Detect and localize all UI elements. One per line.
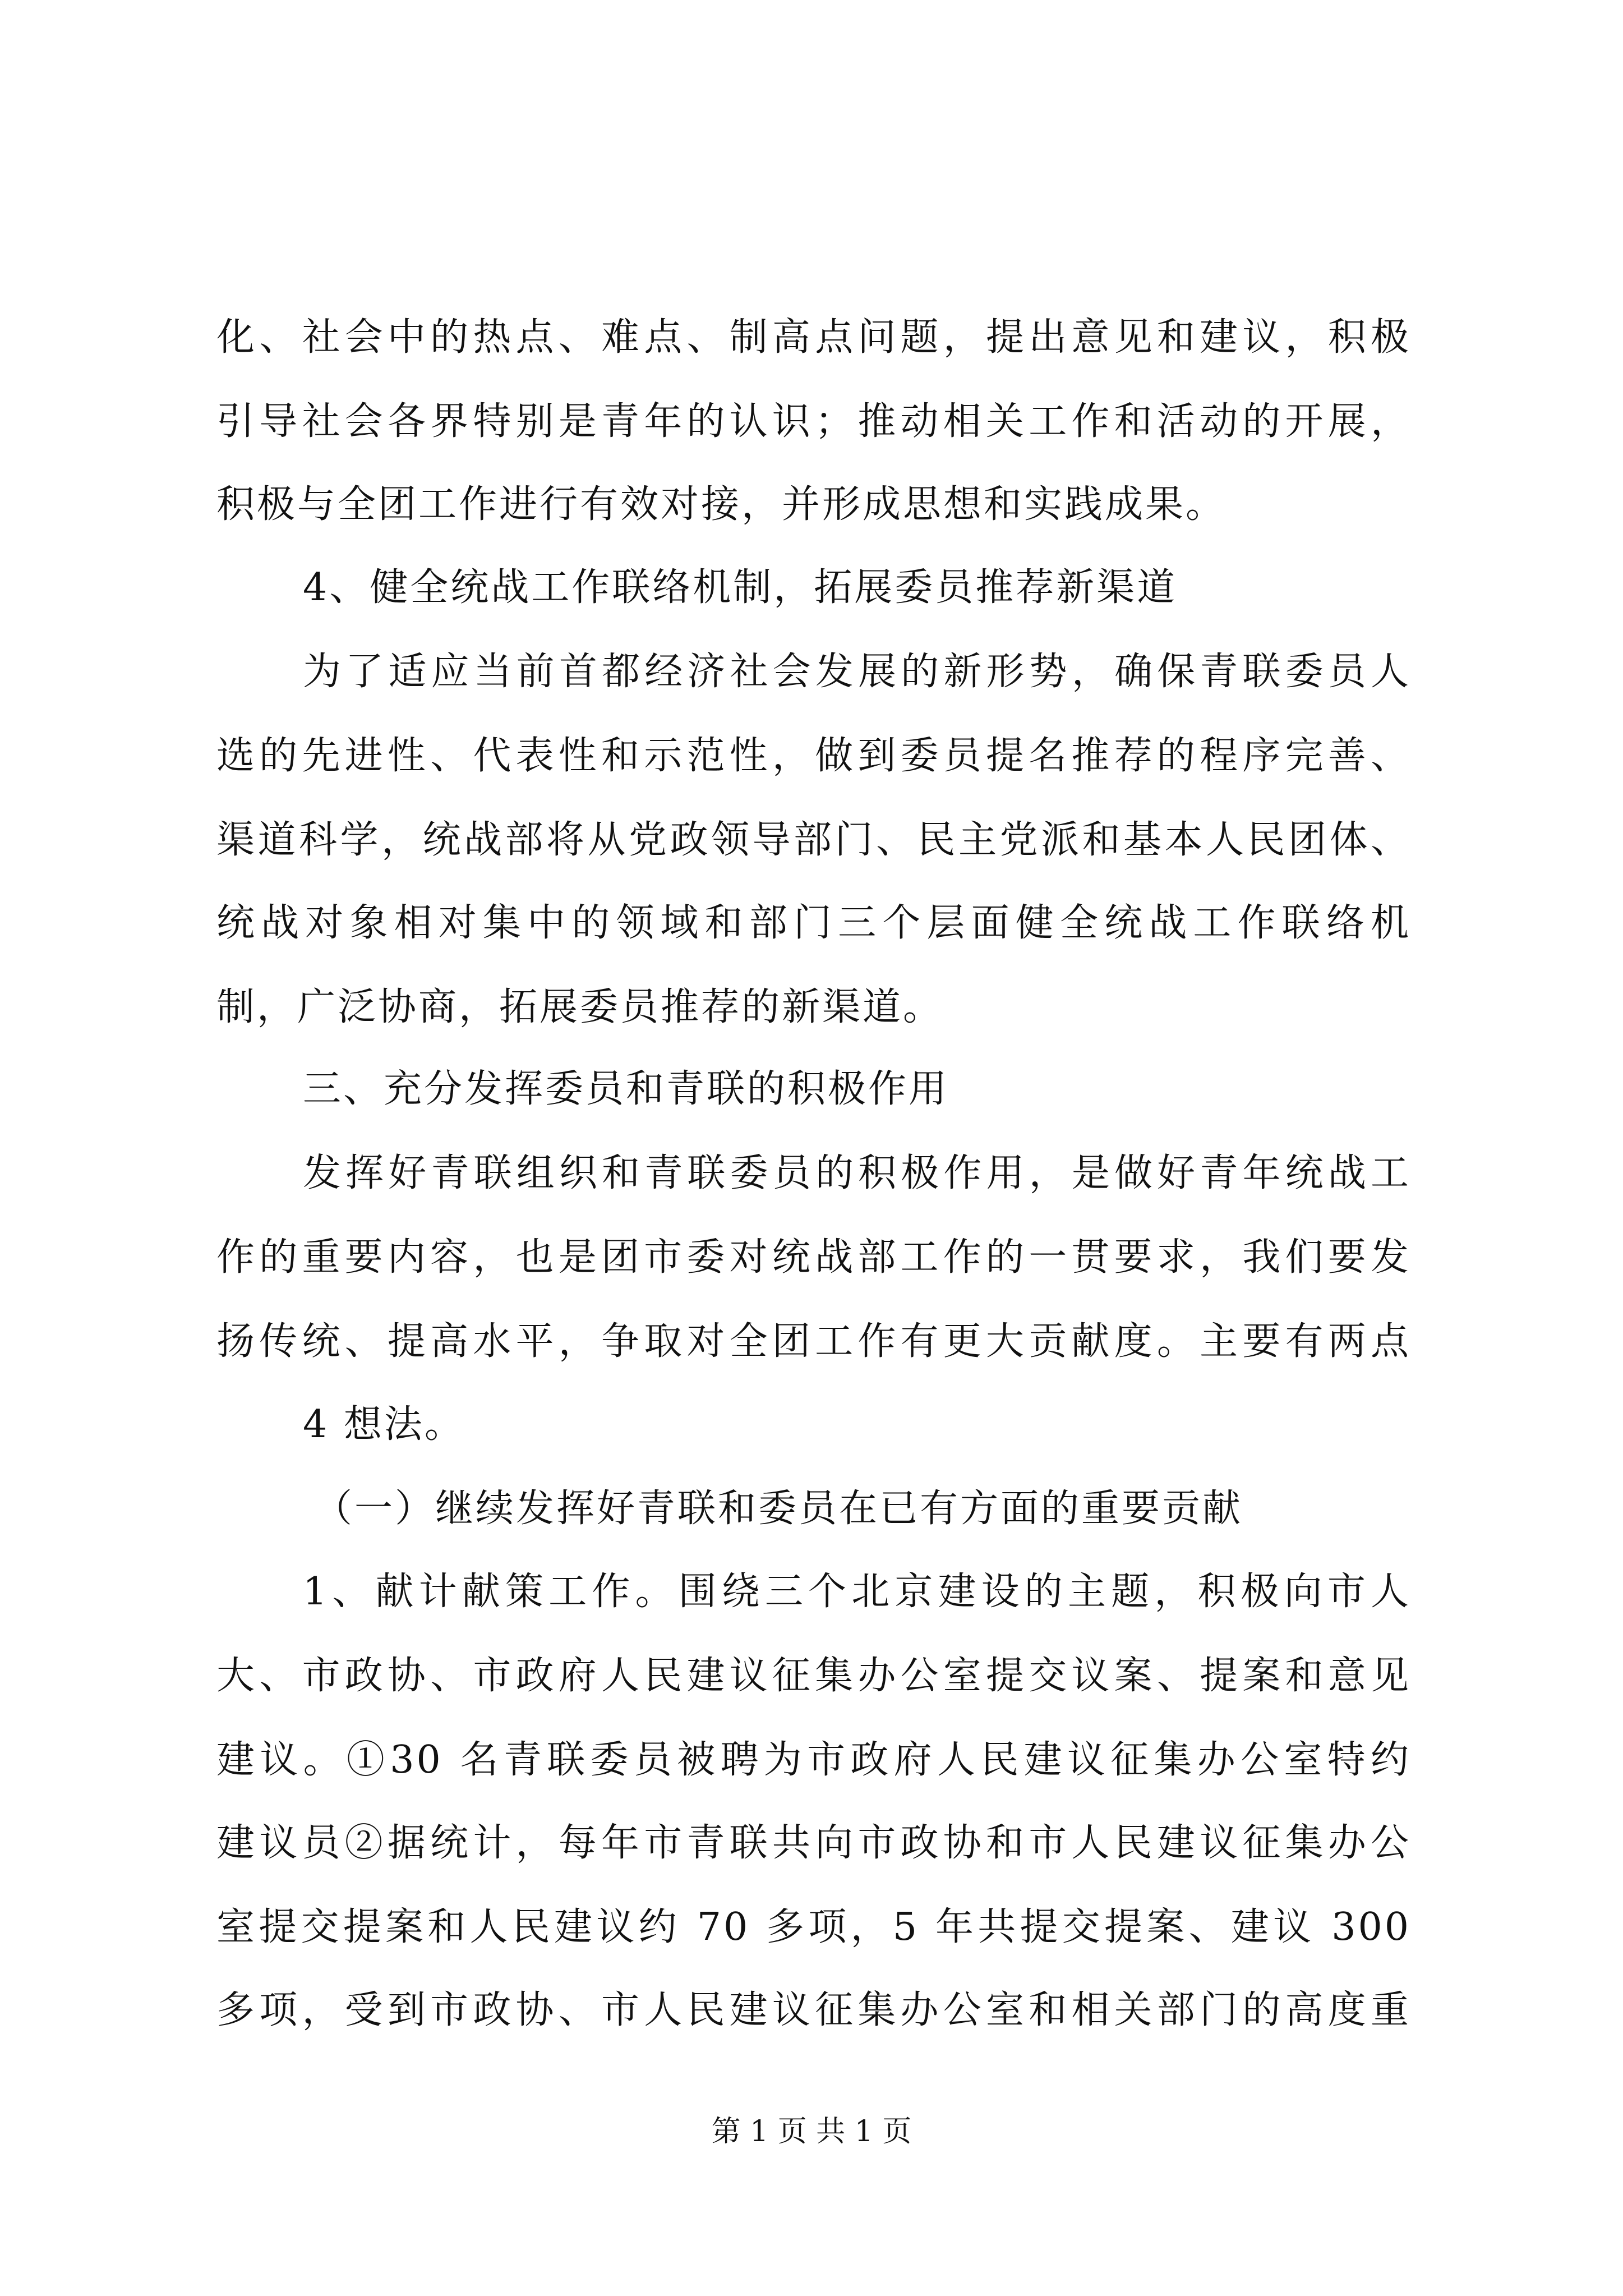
page-footer: 第 1 页 共 1 页: [711, 2115, 912, 2148]
body-text-line: 扬传统、提高水平，争取对全团工作有更大贡献度。主要有两点: [216, 1319, 1411, 1364]
body-text-line: 建议。①30 名青联委员被聘为市政府人民建议征集办公室特约: [216, 1738, 1411, 1782]
body-text-line: 化、社会中的热点、难点、制高点问题，提出意见和建议，积极: [216, 315, 1411, 360]
body-text-line: 建议员②据统计，每年市青联共向市政协和市人民建议征集办公: [216, 1821, 1411, 1865]
body-text-line: 室提交提案和人民建议约 70 多项，5 年共提交提案、建议 300: [216, 1905, 1411, 1949]
body-text-line: 选的先进性、代表性和示范性，做到委员提名推荐的程序完善、: [216, 734, 1411, 778]
body-text-line: 1、献计献策工作。围绕三个北京建设的主题，积极向市人: [303, 1570, 1411, 1614]
body-text-line: 积极与全团工作进行有效对接，并形成思想和实践成果。: [216, 482, 1227, 527]
body-text-line: 制，广泛协商，拓展委员推荐的新渠道。: [216, 985, 944, 1029]
body-text-line: 大、市政协、市政府人民建议征集办公室提交议案、提案和意见: [216, 1654, 1411, 1698]
body-text-line: 渠道科学，统战部将从党政领导部门、民主党派和基本人民团体、: [216, 818, 1411, 862]
body-text-line: 4 想法。: [303, 1402, 465, 1447]
body-text-line: 引导社会各界特别是青年的认识；推动相关工作和活动的开展，: [216, 399, 1411, 444]
body-text-line: 发挥好青联组织和青联委员的积极作用，是做好青年统战工: [303, 1151, 1411, 1195]
subsection-heading: （一）继续发挥好青联和委员在已有方面的重要贡献: [314, 1487, 1243, 1531]
section-heading: 4、健全统战工作联络机制，拓展委员推荐新渠道: [303, 565, 1178, 610]
section-heading: 三、充分发挥委员和青联的积极作用: [303, 1067, 949, 1111]
body-text-line: 为了适应当前首都经济社会发展的新形势，确保青联委员人: [303, 650, 1411, 694]
body-text-line: 作的重要内容，也是团市委对统战部工作的一贯要求，我们要发: [216, 1235, 1411, 1280]
body-text-line: 多项，受到市政协、市人民建议征集办公室和相关部门的高度重: [216, 1988, 1411, 2032]
body-text-line: 统战对象相对集中的领域和部门三个层面健全统战工作联络机: [216, 901, 1411, 945]
